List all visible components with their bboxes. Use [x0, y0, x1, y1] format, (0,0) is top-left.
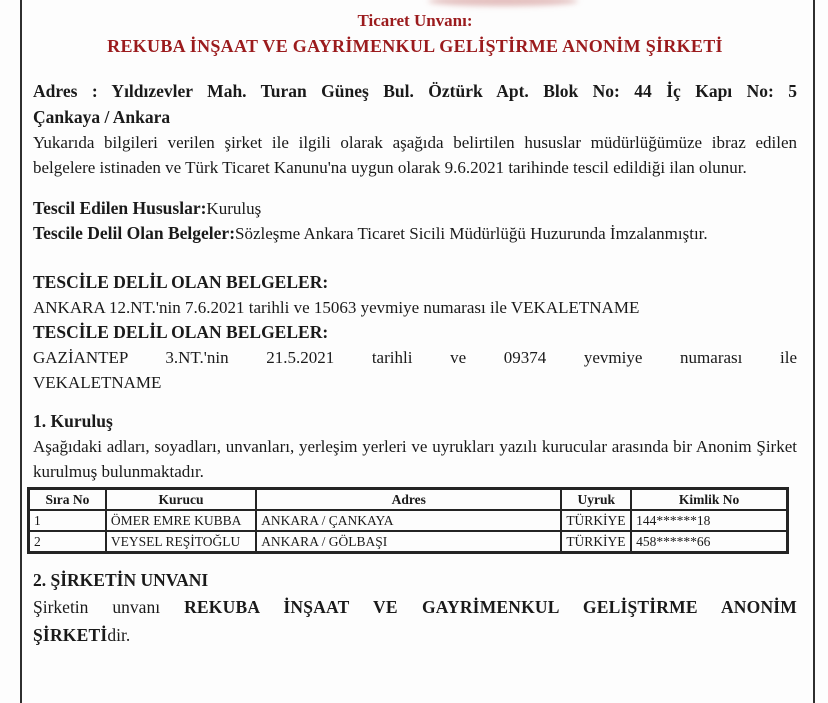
section-2-prefix: Şirketin unvanı — [33, 597, 185, 617]
evidence-heading-2: TESCİLE DELİL OLAN BELGELER: — [33, 322, 329, 342]
section-2-company-line-1: REKUBA İNŞAAT VE GAYRİMENKUL GELİŞTİRME ANONİM — [184, 597, 798, 617]
cell-kurucu: VEYSEL REŞİTOĞLU — [106, 531, 256, 553]
evidence-inline-value: Sözleşme Ankara Ticaret Sicili Müdürlüğü Huzurunda İmzalanmıştır. — [235, 224, 708, 243]
section-2-text-line-1 — [33, 593, 797, 621]
section-2-suffix: dir. — [107, 625, 131, 645]
section-2-heading: 2. ŞİRKETİN UNVANI — [33, 570, 209, 590]
evidence-heading-1: TESCİLE DELİL OLAN BELGELER: — [33, 272, 329, 292]
column-header-kimlik-no: Kimlik No — [631, 489, 787, 511]
founders-table-header-row — [29, 489, 788, 511]
registered-items-value: Kuruluş — [206, 199, 262, 218]
cell-uyruk: TÜRKİYE — [561, 510, 631, 531]
registered-items-label: Tescil Edilen Hususlar: — [33, 198, 207, 218]
cell-kimlik-no: 458******66 — [631, 531, 787, 553]
column-header-sira-no: Sıra No — [29, 489, 106, 511]
evidence-inline-label: Tescile Delil Olan Belgeler: — [33, 223, 236, 243]
intro-paragraph: Yukarıda bilgileri verilen şirket ile ilgili olarak aşağıda belirtilen hususlar müdürlüğümüze ibraz edilen belgelere istinaden ve Türk Ticaret Kanunu'na uygun olarak 9.6.2021 tarihinde tescil edildiği ilan olunur. — [33, 133, 797, 177]
cell-kimlik-no: 144******18 — [631, 510, 787, 531]
cell-uyruk: TÜRKİYE — [561, 531, 631, 553]
section-2-unvan — [33, 568, 797, 649]
registration-block — [33, 196, 797, 246]
company-title: REKUBA İNŞAAT VE GAYRİMENKUL GELİŞTİRME ANONİM ŞİRKETİ — [107, 36, 723, 56]
cell-adres: ANKARA / ÇANKAYA — [256, 510, 561, 531]
trade-name-label: Ticaret Unvanı: — [357, 11, 473, 30]
cell-kurucu: ÖMER EMRE KUBBA — [106, 510, 256, 531]
cell-adres: ANKARA / GÖLBAŞI — [256, 531, 561, 553]
column-header-kurucu: Kurucu — [106, 489, 256, 511]
section-1-kurulus — [33, 409, 797, 554]
column-header-uyruk: Uyruk — [561, 489, 631, 511]
founders-table — [27, 487, 789, 554]
section-1-heading: 1. Kuruluş — [33, 411, 113, 431]
evidence-text-2-line-2: VEKALETNAME — [33, 373, 162, 392]
table-row — [29, 510, 788, 531]
document-content — [33, 4, 797, 649]
column-header-adres: Adres — [256, 489, 561, 511]
section-2-company-line-2: ŞİRKETİ — [33, 625, 108, 645]
cell-sira-no: 2 — [29, 531, 106, 553]
cell-sira-no: 1 — [29, 510, 106, 531]
address-line-2: Çankaya / Ankara — [33, 107, 171, 127]
address-line-1: Adres : Yıldızevler Mah. Turan Güneş Bul. Öztürk Apt. Blok No: 44 İç Kapı No: 5 — [33, 81, 797, 101]
page-left-border — [20, 0, 22, 703]
page-right-border — [813, 0, 815, 703]
section-2-text-line-2 — [33, 621, 797, 649]
address-block — [33, 78, 797, 130]
registered-items-line — [33, 196, 797, 221]
evidence-text-1: ANKARA 12.NT.'nin 7.6.2021 tarihli ve 15063 yevmiye numarası ile VEKALETNAME — [33, 298, 640, 317]
evidence-text-2-line-1: GAZİANTEP 3.NT.'nin 21.5.2021 tarihli ve 09374 yevmiye numarası ile — [33, 348, 797, 367]
evidence-inline-line — [33, 221, 797, 246]
evidence-documents-block — [33, 270, 797, 395]
section-1-paragraph: Aşağıdaki adları, soyadları, unvanları, yerleşim yerleri ve uyrukları yazılı kurucular arasında bir Anonim Şirket kurulmuş bulunmaktadır. — [33, 437, 797, 481]
table-row — [29, 531, 788, 553]
